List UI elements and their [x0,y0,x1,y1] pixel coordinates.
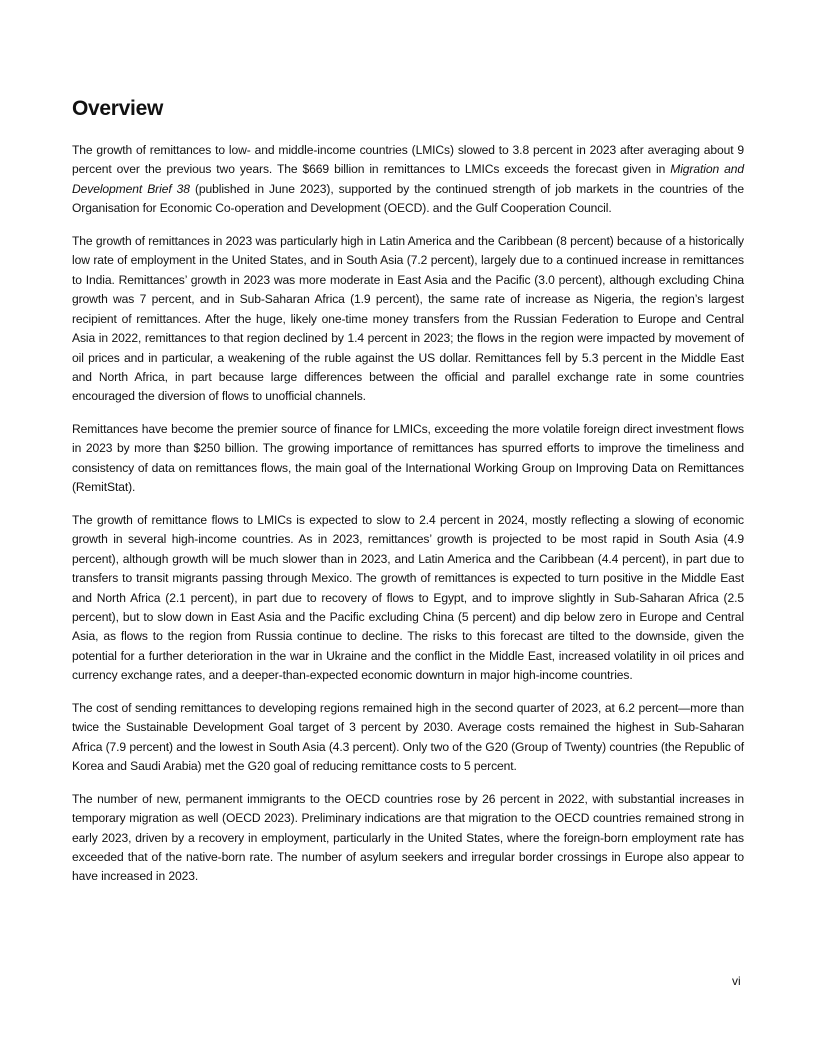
page-title: Overview [72,97,163,120]
paragraph-1 [72,141,744,219]
paragraph-text: The growth of remittances to low- and middle-income countries (LMICs) slowed to 3.8 percent in 2023 after averaging about 9 percent over the previous two years. The $669 billion in remittances to LMICs exceeds the forecast given in [72,143,744,177]
paragraph-5: The cost of sending remittances to developing regions remained high in the second quarter of 2023, at 6.2 percent—more than twice the Sustainable Development Goal target of 3 percent by 2030. Average costs remained the highest in Sub-Saharan Africa (7.9 percent) and the lowest in South Asia (4.3 percent). Only two of the G20 (Group of Twenty) countries (the Republic of Korea and Saudi Arabia) met the G20 goal of reducing remittance costs to 5 percent. [72,700,744,774]
paragraph-2: The growth of remittances in 2023 was particularly high in Latin America and the Caribbean (8 percent) because of a historically low rate of employment in the United States, and in South Asia (7.2 percent), largely due to a continued increase in remittances to India. Remittances’ growth in 2023 was more moderate in East Asia and the Pacific (3.0 percent), although excluding China growth was 7 percent, and in Sub-Saharan Africa (1.9 percent), the same rate of increase as Nigeria, the region’s largest recipient of remittances. After the huge, likely one-time money transfers from the Russian Federation to Europe and Central Asia in 2022, remittances to that region declined by 1.4 percent in 2023; the flows in the region were impacted by movement of oil prices and in particular, a weakening of the ruble against the US dollar. Remittances fell by 5.3 percent in the Middle East and North Africa, in part because large differences between the official and parallel exchange rate in some countries encouraged the diversion of flows to unofficial channels. [72,233,744,404]
document-body [72,141,744,900]
paragraph-text: (published in June 2023), supported by the continued strength of job markets in the countries of the Organisation for Economic Co-operation and Development (OECD). and the Gulf Cooperation Council. [72,181,745,216]
paragraph-6: The number of new, permanent immigrants to the OECD countries rose by 26 percent in 2022, with substantial increases in temporary migration as well (OECD 2023). Preliminary indications are that migration to the OECD countries remained strong in early 2023, driven by a recovery in employment, particularly in the United States, where the foreign-born employment rate has exceeded that of the native-born rate. The number of asylum seekers and irregular border crossings in Europe also appear to have increased in 2023. [72,791,744,884]
page-number: vi [732,974,741,988]
publication-title: Migration and Development Brief 38 [72,162,744,196]
paragraph-3: Remittances have become the premier source of finance for LMICs, exceeding the more volatile foreign direct investment flows in 2023 by more than $250 billion. The growing importance of remittances has spurred efforts to improve the timeliness and consistency of data on remittances flows, the main goal of the International Working Group on Improving Data on Remittances (RemitStat). [72,421,744,495]
paragraph-4: The growth of remittance flows to LMICs is expected to slow to 2.4 percent in 2024, mostly reflecting a slowing of economic growth in several high-income countries. As in 2023, remittances’ growth is projected to be most rapid in South Asia (4.9 percent), although growth will be much slower than in 2023, and Latin America and the Caribbean (4.4 percent), in part due to transfers to transit migrants passing through Mexico. The growth of remittances is expected to turn positive in the Middle East and North Africa (2.1 percent), in part due to recovery of flows to Egypt, and to improve slightly in Sub-Saharan Africa (2.5 percent), but to slow down in East Asia and the Pacific excluding China (5 percent) and dip below zero in Europe and Central Asia, as flows to the region from Russia continue to decline. The risks to this forecast are tilted to the downside, given the potential for a further deterioration in the war in Ukraine and the conflict in the Middle East, increased volatility in oil prices and currency exchange rates, and a deeper-than-expected economic downturn in major high-income countries. [72,512,744,683]
